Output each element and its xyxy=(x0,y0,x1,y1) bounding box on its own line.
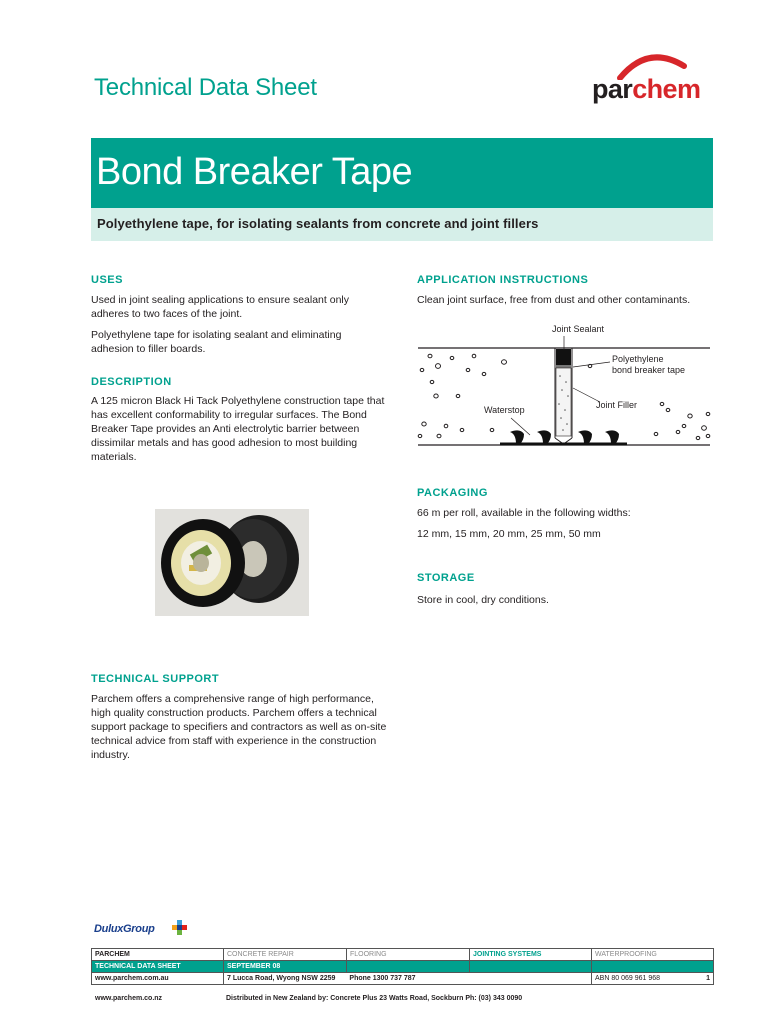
storage-paragraph: Store in cool, dry conditions. xyxy=(417,594,549,606)
document-type-heading: Technical Data Sheet xyxy=(94,74,317,101)
footer-phone: Phone 1300 737 787 xyxy=(349,975,416,982)
duluxgroup-wordmark: DuluxGroup xyxy=(94,923,155,935)
footer-contact-cell xyxy=(224,973,592,985)
uses-heading: USES xyxy=(91,274,123,286)
logo-wordmark-par: par xyxy=(592,74,633,104)
application-paragraph: Clean joint surface, free from dust and other contaminants. xyxy=(417,294,691,306)
waterstop-label: Waterstop xyxy=(484,405,525,415)
footer-address: 7 Lucca Road, Wyong NSW 2259 xyxy=(227,975,336,982)
footer-info-table xyxy=(91,948,714,985)
pe-tape-label-line2: bond breaker tape xyxy=(612,365,686,375)
footer-empty-cell xyxy=(592,961,714,973)
footer-row-2 xyxy=(92,961,714,973)
footer-nz-distribution: Distributed in New Zealand by: Concrete Plus 23 Watts Road, Sockburn Ph: (03) 343 0090 xyxy=(226,995,523,1002)
logo-wordmark xyxy=(592,74,700,105)
footer-date-cell: SEPTEMBER 08 xyxy=(224,961,347,973)
product-photo xyxy=(155,509,309,616)
joint-diagram xyxy=(416,320,712,452)
uses-paragraph-1: Used in joint sealing applications to ensure sealant only adheres to two faces of the joint. xyxy=(91,294,349,320)
packaging-line-2: 12 mm, 15 mm, 20 mm, 25 mm, 50 mm xyxy=(417,528,601,540)
joint-filler-label: Joint Filler xyxy=(596,400,638,410)
footer-company-cell: PARCHEM xyxy=(92,949,224,961)
footer-doc-type-cell: TECHNICAL DATA SHEET xyxy=(92,961,224,973)
technical-support-paragraph: Parchem offers a comprehensive range of high performance, high quality construction products. Parchem offers a technical support package to specifiers and contractors as well as on-site technical advice from staff with experience in the construction industry. xyxy=(91,693,387,761)
pe-tape-label-line1: Polyethylene xyxy=(612,354,664,364)
page-number: 1 xyxy=(706,975,710,982)
storage-heading: STORAGE xyxy=(417,572,475,584)
subtitle-band xyxy=(91,208,713,241)
application-heading: APPLICATION INSTRUCTIONS xyxy=(417,274,589,286)
footer-category-waterproofing: WATERPROOFING xyxy=(592,949,714,961)
footer-category-flooring: FLOORING xyxy=(347,949,470,961)
footer-website-cell: www.parchem.com.au xyxy=(92,973,224,985)
footer-abn-cell xyxy=(592,973,714,985)
footer-empty-cell xyxy=(470,961,592,973)
footer-row-1 xyxy=(92,949,714,961)
footer-abn: ABN 80 069 961 968 xyxy=(595,975,660,982)
logo-wordmark-chem: chem xyxy=(632,74,701,104)
duluxgroup-mark-icon xyxy=(172,920,188,936)
footer-nz-website: www.parchem.co.nz xyxy=(95,995,163,1002)
footer-row-3 xyxy=(92,973,714,985)
footer-category-concrete-repair: CONCRETE REPAIR xyxy=(224,949,347,961)
packaging-line-1: 66 m per roll, available in the following widths: xyxy=(417,507,631,519)
uses-paragraph-2: Polyethylene tape for isolating sealant and eliminating adhesion to filler boards. xyxy=(91,329,342,355)
product-subtitle: Polyethylene tape, for isolating sealants from concrete and joint fillers xyxy=(97,216,539,231)
joint-sealant-label: Joint Sealant xyxy=(552,324,605,334)
product-title: Bond Breaker Tape xyxy=(96,151,413,193)
joint-cross-section xyxy=(416,320,712,452)
description-paragraph: A 125 micron Black Hi Tack Polyethylene construction tape that has excellent conformability to irregular surfaces. The Bond Breaker Tape provides an Anti electrolytic barrier between dissimilar metals and has good adhesion to most building materials. xyxy=(91,395,385,463)
footer-category-jointing-systems: JOINTING SYSTEMS xyxy=(470,949,592,961)
technical-support-heading: TECHNICAL SUPPORT xyxy=(91,673,220,685)
title-band xyxy=(91,138,713,208)
packaging-heading: PACKAGING xyxy=(417,487,488,499)
description-heading: DESCRIPTION xyxy=(91,376,172,388)
parchem-logo xyxy=(592,52,716,104)
footer-empty-cell xyxy=(347,961,470,973)
